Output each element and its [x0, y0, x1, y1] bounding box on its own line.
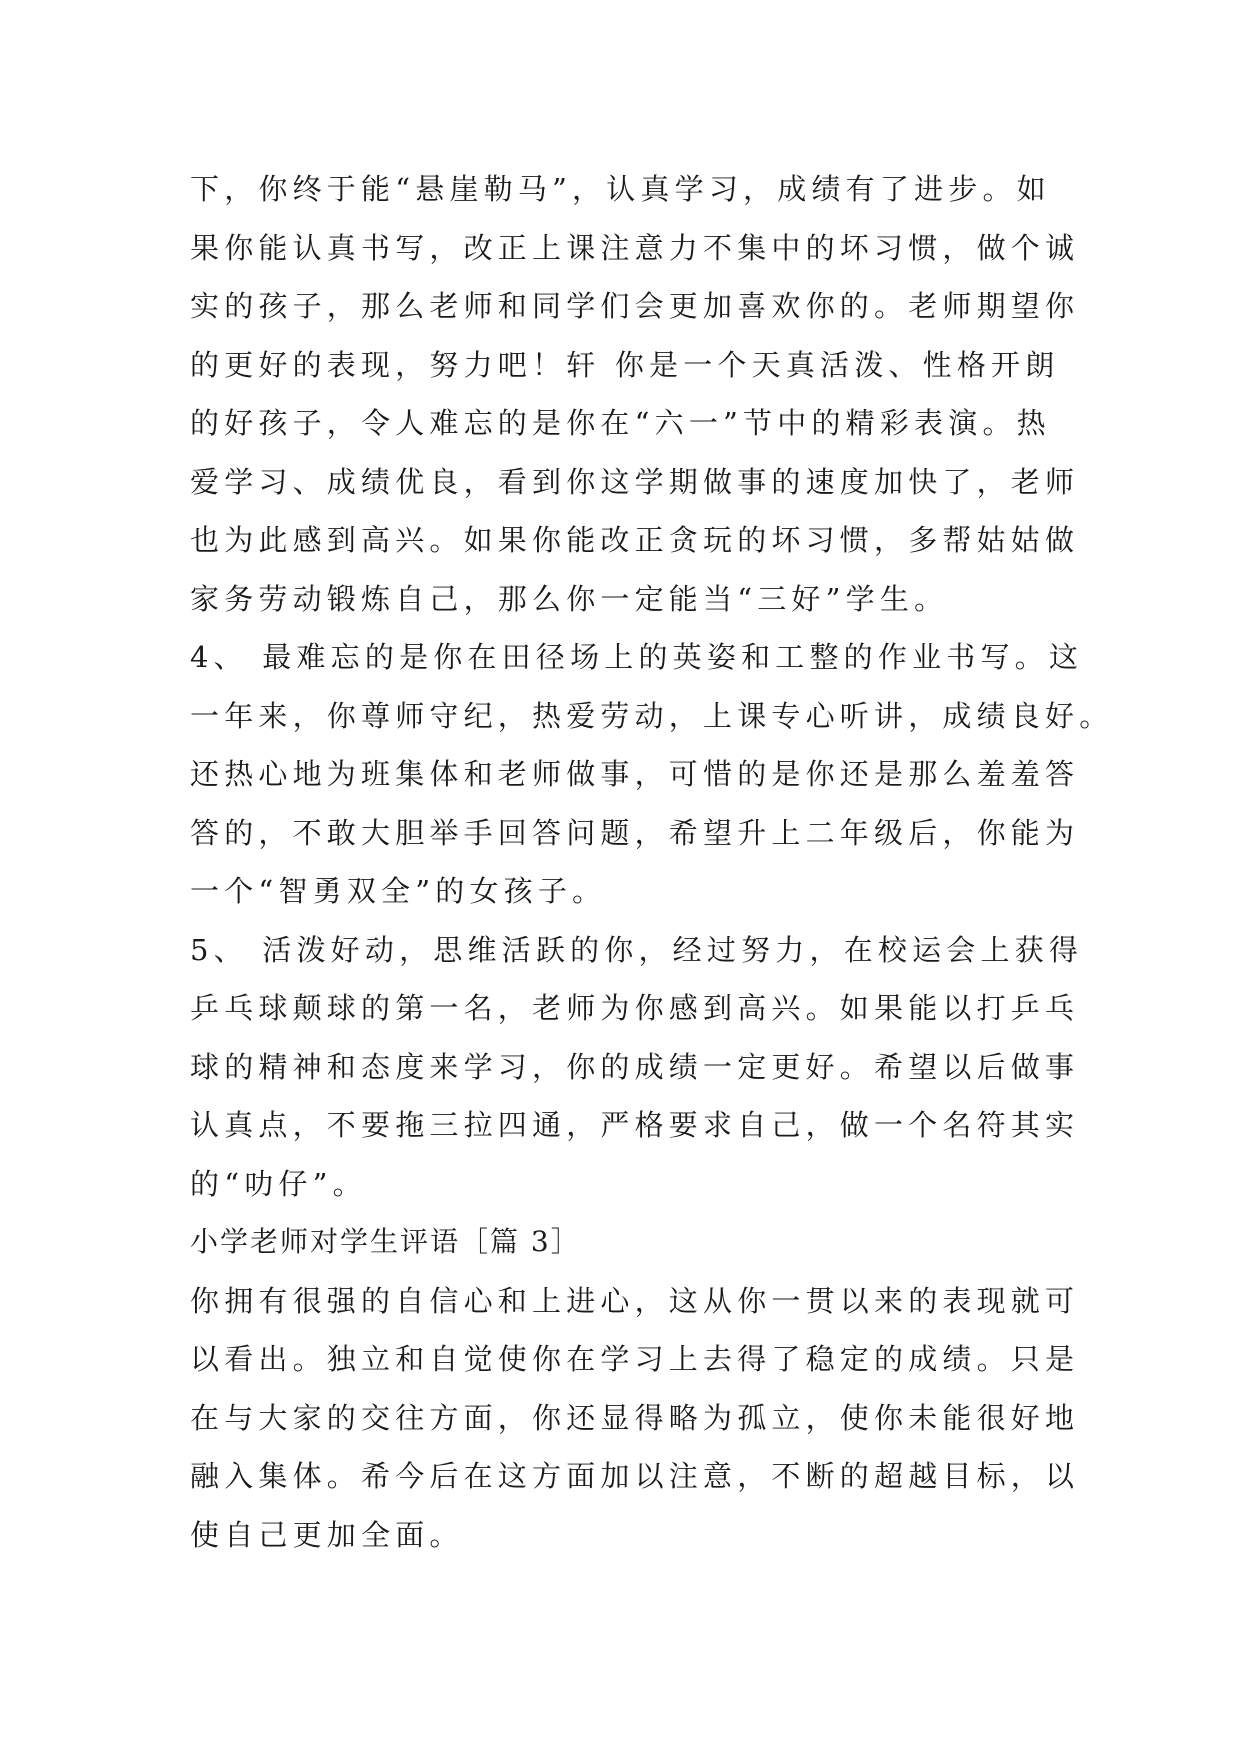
- text-line: 果你能认真书写，改正上课注意力不集中的坏习惯，做个诚: [190, 230, 1080, 265]
- document-page: [190, 160, 1114, 1564]
- text-line: 融入集体。希今后在这方面加以注意，不断的超越目标，以: [190, 1459, 1080, 1493]
- text-line: 下，你终于能“悬崖勒马”，认真学习，成绩有了进步。如: [190, 172, 1051, 206]
- text-line: 答的，不敢大胆举手回答问题，希望升上二年级后，你能为: [190, 815, 1080, 850]
- text-line: 以看出。独立和自觉使你在学习上去得了稳定的成绩。只是: [190, 1342, 1080, 1376]
- text-line: 使自己更加全面。: [190, 1517, 464, 1552]
- text-line: 在与大家的交往方面，你还显得略为孤立，使你未能很好地: [190, 1400, 1080, 1435]
- section-heading: 小学老师对学生评语［篇 3］: [190, 1225, 581, 1258]
- text-line: 球的精神和态度来学习，你的成绩一定更好。希望以后做事: [190, 1049, 1080, 1084]
- text-line: 也为此感到高兴。如果你能改正贪玩的坏习惯，多帮姑姑做: [190, 523, 1080, 557]
- list-item-5: 5、 活泼好动，思维活跃的你，经过努力，在校运会上获得: [190, 932, 1084, 967]
- text-line: 认真点，不要拖三拉四通，严格要求自己，做一个名符其实: [190, 1108, 1080, 1142]
- text-line: 的好孩子，令人难忘的是你在“六一”节中的精彩表演。热: [190, 406, 1051, 440]
- text-line: 实的孩子，那么老师和同学们会更加喜欢你的。老师期望你: [190, 289, 1080, 323]
- text-line: 爱学习、成绩优良，看到你这学期做事的速度加快了，老师: [190, 464, 1080, 499]
- text-line: 乒乓球颠球的第一名，老师为你感到高兴。如果能以打乒乓: [190, 991, 1080, 1025]
- text-line: 还热心地为班集体和老师做事，可惜的是你还是那么羞羞答: [190, 757, 1080, 791]
- text-line: 一年来，你尊师守纪，热爱劳动，上课专心听讲，成绩良好。: [190, 698, 1114, 733]
- text-line: 你拥有很强的自信心和上进心，这从你一贯以来的表现就可: [190, 1283, 1080, 1318]
- text-line: 一个“智勇双全”的女孩子。: [190, 874, 607, 908]
- text-line: 的“叻仔”。: [190, 1166, 367, 1201]
- text-line: 家务劳动锻炼自己，那么你一定能当“三好”学生。: [190, 581, 949, 616]
- list-item-4: 4、 最难忘的是你在田径场上的英姿和工整的作业书写。这: [190, 640, 1084, 674]
- text-line: 的更好的表现，努力吧！轩 你是一个天真活泼、性格开朗: [190, 347, 1060, 382]
